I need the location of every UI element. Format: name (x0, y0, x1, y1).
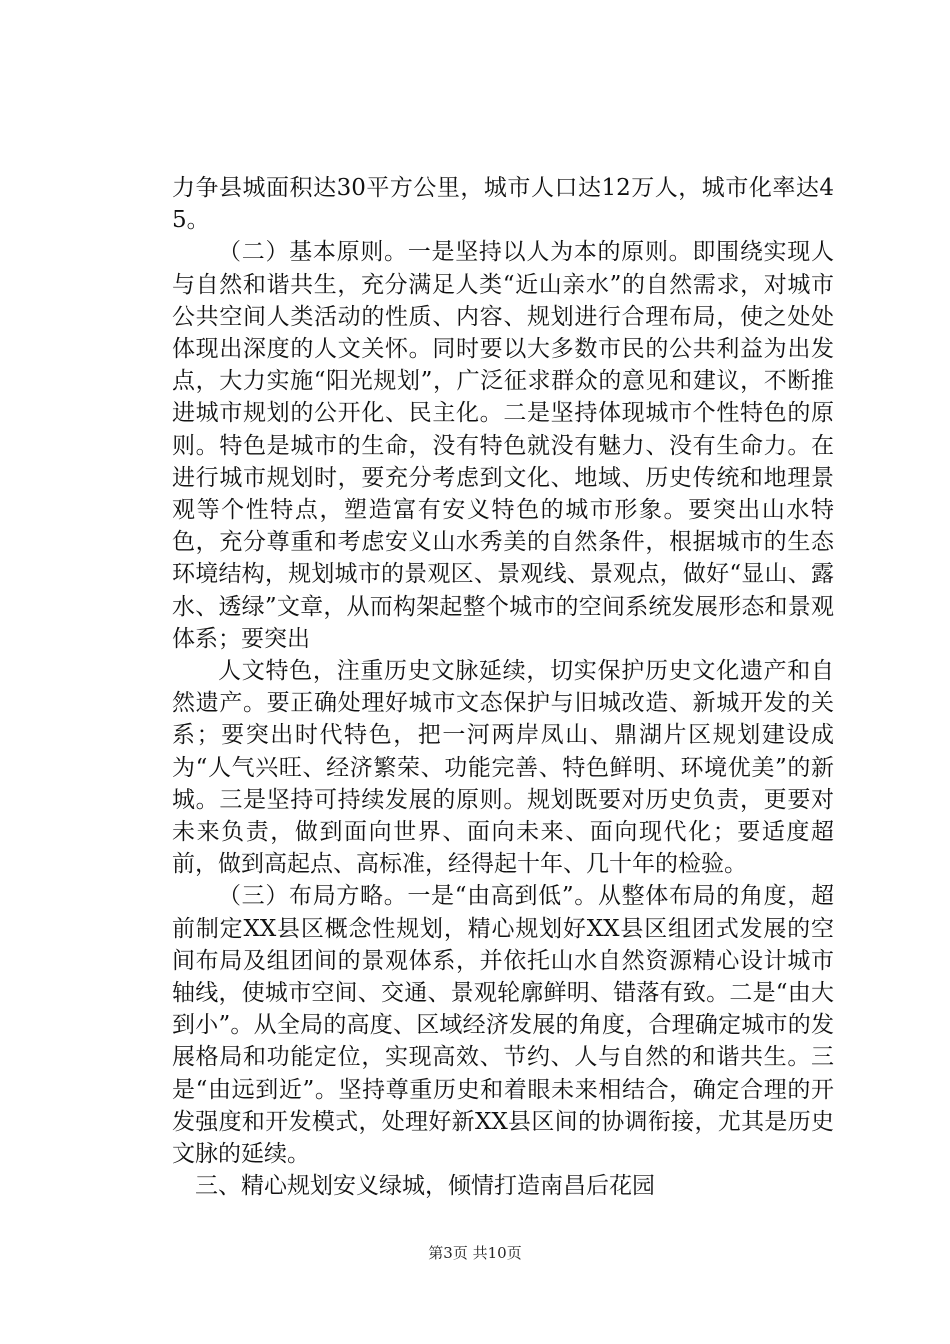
section-heading: 三、精心规划安义绿城，倾情打造南昌后花园 (195, 1173, 655, 1200)
paragraph-basic-principles: （二）基本原则。一是坚持以人为本的原则。即围绕实现人与自然和谐共生，充分满足人类“近山亲水”的自然需求，对城市公共空间人类活动的性质、内容、规划进行合理布局，使之处处体现出深度的人文关怀。同时要以大多数市民的公共利益为出发点，大力实施“阳光规划”，广泛征求群众的意见和建议，不断推进城市规划的公开化、民主化。二是坚持体现城市个性特色的原则。特色是城市的生命，没有特色就没有魅力、没有生命力。在进行城市规划时，要充分考虑到文化、地域、历史传统和地理景观等个性特点，塑造富有安义特色的城市形象。要突出山水特色，充分尊重和考虑安义山水秀美的自然条件，根据城市的生态环境结构，规划城市的景观区、景观线、景观点，做好“显山、露水、透绿”文章，从而构架起整个城市的空间系统发展形态和景观体系；要突出 (172, 239, 834, 652)
paragraph-layout-strategy: （三）布局方略。一是“由高到低”。从整体布局的角度，超前制定XX县区概念性规划，精心规划好XX县区组团式发展的空间布局及组团间的景观体系，并依托山水自然资源精心设计城市轴线，使城市空间、交通、景观轮廓鲜明、错落有致。二是“由大到小”。从全局的高度、区域经济发展的角度，合理确定城市的发展格局和功能定位，实现高效、节约、人与自然的和谐共生。三是“由远到近”。坚持尊重历史和着眼未来相结合，确定合理的开发强度和开发模式，处理好新XX县区间的协调衔接，尤其是历史文脉的延续。 (172, 883, 834, 1168)
document-body (172, 172, 834, 1203)
paragraph-humanistic-features: 人文特色，注重历史文脉延续，切实保护历史文化遗产和自然遗产。要正确处理好城市文态保护与旧城改造、新城开发的关系；要突出时代特色，把一河两岸凤山、鼎湖片区规划建设成为“人气兴旺、经济繁荣、功能完善、特色鲜明、环境优美”的新城。三是坚持可持续发展的原则。规划既要对历史负责，更要对未来负责，做到面向世界、面向未来、面向现代化；要适度超前，做到高起点、高标准，经得起十年、几十年的检验。 (172, 658, 834, 878)
paragraph-continuation: 力争县城面积达30平方公里，城市人口达12万人，城市化率达45。 (172, 175, 834, 234)
page-footer: 第3页 共10页 (428, 1244, 522, 1262)
